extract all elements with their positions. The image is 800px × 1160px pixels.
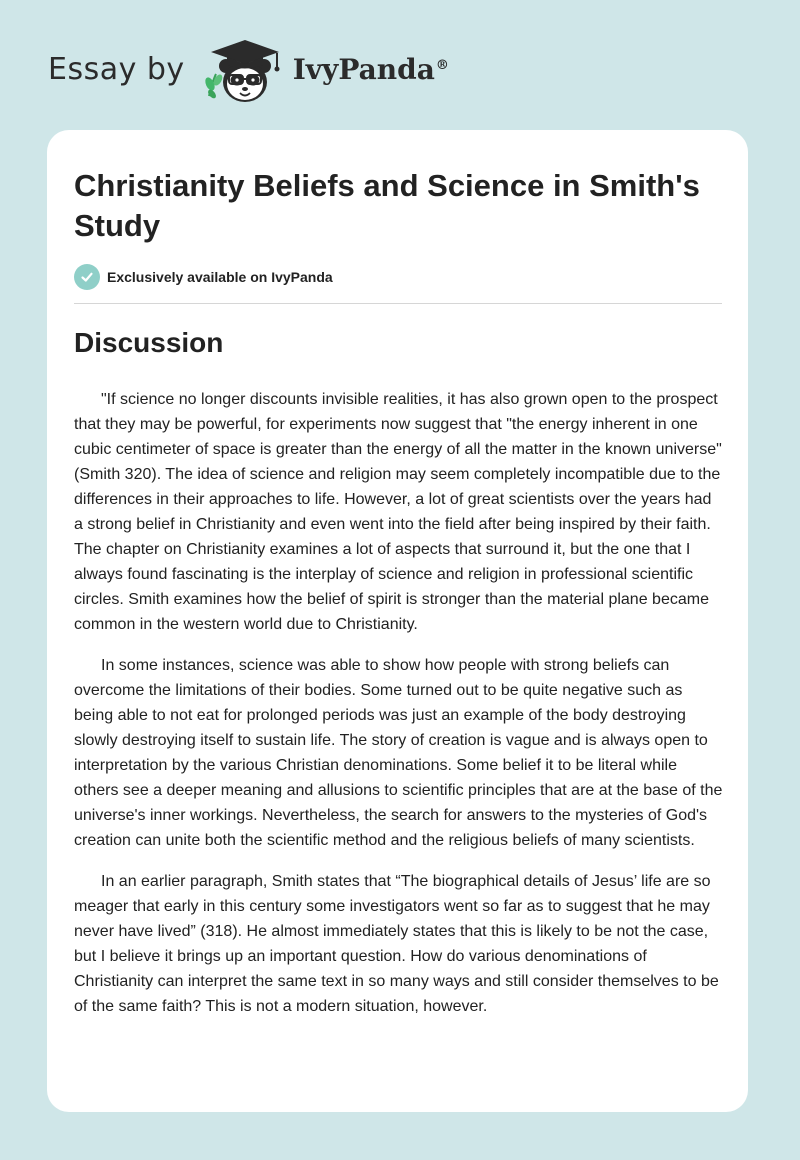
check-icon	[74, 264, 100, 290]
brand-logo[interactable]	[48, 34, 449, 106]
brand-name	[292, 53, 449, 86]
paragraph: In an earlier paragraph, Smith states that “The biographical details of Jesus’ life are so meager that early in this century some investigators went so far as to suggest that he may never have lived” (318). He almost immediately states that this is likely to be not the case, but I believe it brings up an important question. How do various denominations of Christianity can interpret the same text in so many ways and still consider themselves to be of the same faith? This is not a modern situation, however.	[74, 873, 719, 1015]
page-title: Christianity Beliefs and Science in Smith's Study	[74, 168, 700, 243]
paragraph: In some instances, science was able to show how people with strong beliefs can overcome the limitations of their bodies. Some turned out to be quite negative such as being able to not eat for prolonged periods was just an example of the body destroying slowly destroying itself to sustain life. The story of creation is vague and is always open to interpretation by the various Christian denominations. Some belief it to be literal while others see a deeper meaning and allusions to scientific principles that are at the base of the universe's inner workings. Nevertheless, the search for answers to the mysteries of God's creation can unite both the scientific method and the religious beliefs of many scientists.	[74, 657, 723, 849]
exclusive-badge	[74, 264, 333, 290]
registered-mark: ®	[435, 57, 449, 73]
brand-name-text: IvyPanda	[292, 53, 435, 86]
article-body	[74, 387, 724, 1035]
essay-card	[47, 130, 748, 1112]
site-header	[0, 0, 800, 130]
section-heading: Discussion	[74, 327, 224, 358]
divider	[74, 303, 722, 304]
panda-graduation-cap-icon	[199, 34, 291, 106]
exclusive-label: Exclusively available on IvyPanda	[107, 269, 333, 285]
brand-prefix: Essay by	[48, 52, 185, 87]
paragraph: "If science no longer discounts invisible realities, it has also grown open to the prospect that they may be powerful, for experiments now suggest that "the energy inherent in one cubic centimeter of space is greater than the energy of all the matter in the known universe" (Smith 320). The idea of science and religion may seem completely incompatible due to the differences in their approaches to life. However, a lot of great scientists over the years had a strong belief in Christianity and even went into the field after being inspired by their faith. The chapter on Christianity examines a lot of aspects that surround it, but the one that I always found fascinating is the interplay of science and religion in professional scientific circles. Smith examines how the belief of spirit is stronger than the material plane became common in the western world due to Christianity.	[74, 391, 722, 633]
